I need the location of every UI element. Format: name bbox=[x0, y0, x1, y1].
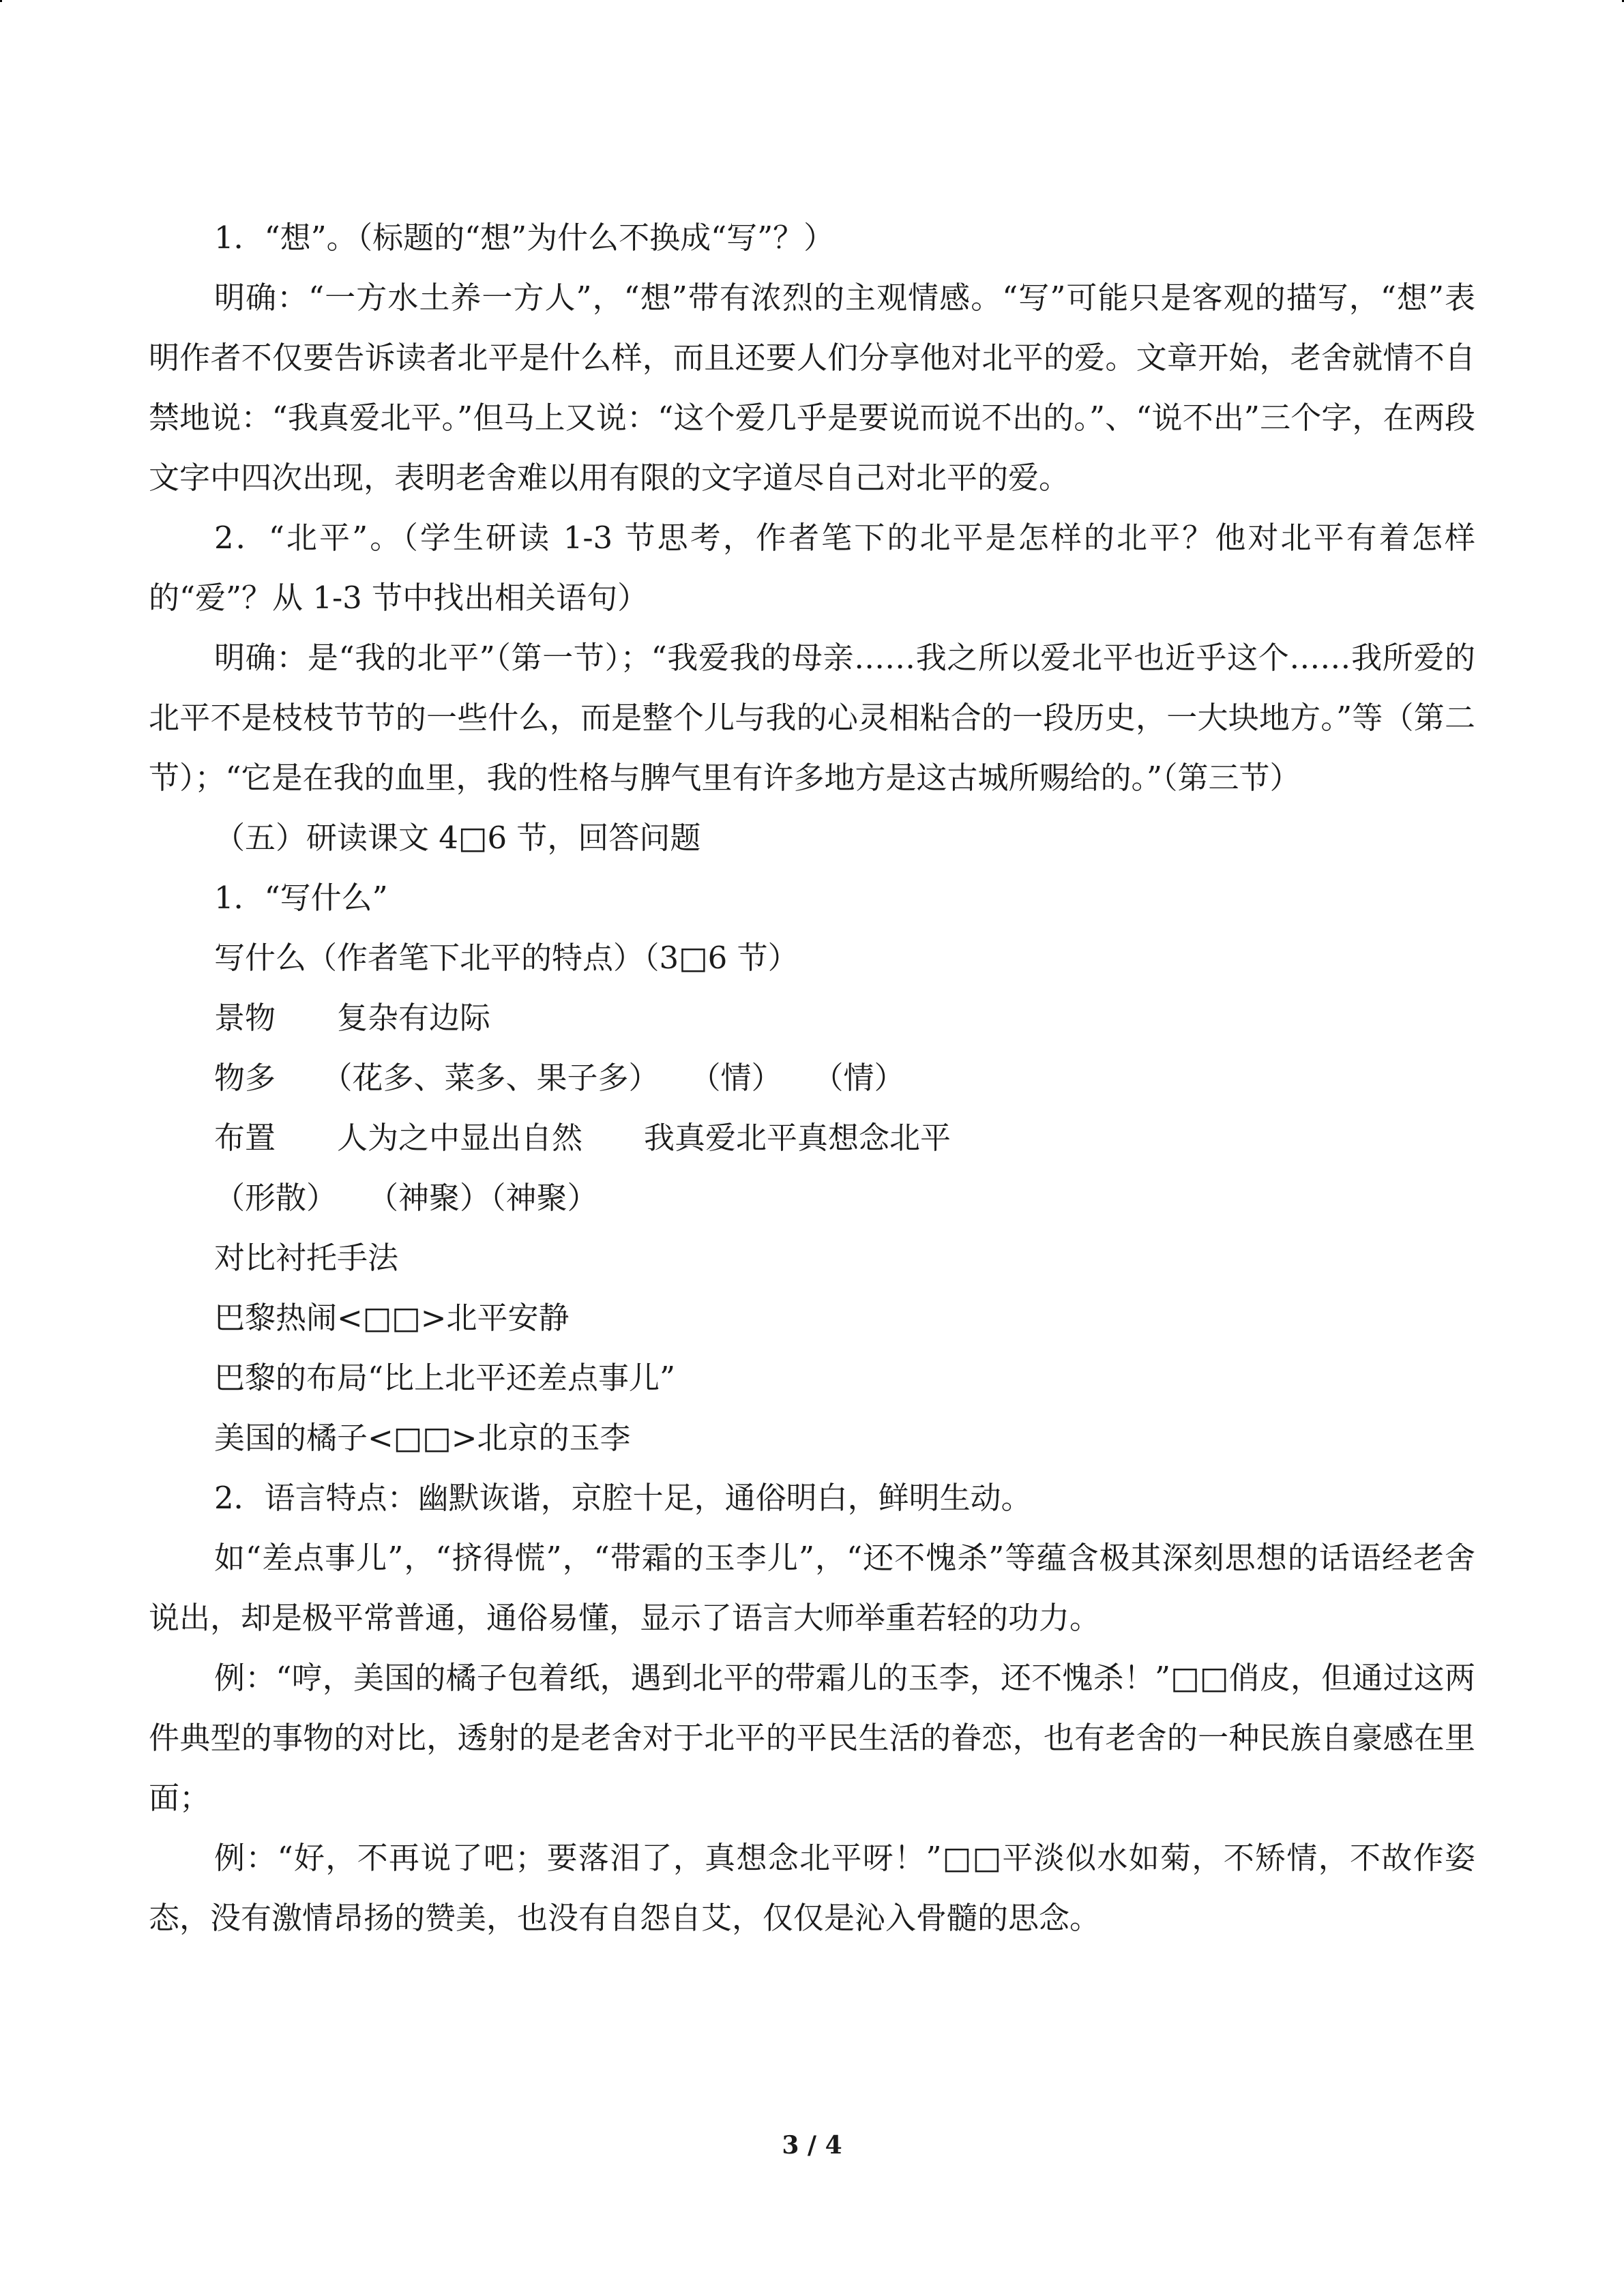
line-language-features: 2．语言特点：幽默诙谐，京腔十足，通俗明白，鲜明生动。 bbox=[214, 1480, 1032, 1516]
paragraph-xiang-heading: 1．“想”。（标题的“想”为什么不换成“写”？） bbox=[214, 220, 835, 256]
line-contrast-method: 对比衬托手法 bbox=[214, 1240, 399, 1276]
line-write-what: 1．“写什么” bbox=[214, 880, 388, 916]
paragraph-example-one: 例：“哼，美国的橘子包着纸，遇到北平的带霜儿的玉李，还不愧杀！”□□俏皮，但通过这两件典型的事物的对比，透射的是老舍对于北平的平民生活的眷恋，也有老舍的一种民族自豪感在里面； bbox=[149, 1660, 1475, 1816]
section-five-heading: （五）研读课文 4□6 节，回答问题 bbox=[214, 820, 701, 856]
line-american-orange: 美国的橘子<□□>北京的玉李 bbox=[214, 1420, 631, 1456]
line-paris-layout: 巴黎的布局“比上北平还差点事儿” bbox=[214, 1360, 676, 1396]
line-layout: 布置 人为之中显出自然 我真爱北平真想念北平 bbox=[214, 1120, 951, 1156]
paragraph-beiping-answer: 明确：是“我的北平”（第一节）；“我爱我的母亲……我之所以爱北平也近乎这个……我所爱的北平不是枝枝节节的一些什么，而是整个儿与我的心灵相粘合的一段历史，一大块地方。”等（第二节）；“它是在我的血里，我的性格与脾气里有许多地方是这古城所赐给的。”（第三节） bbox=[149, 640, 1475, 796]
line-form-spirit: （形散） （神聚）（神聚） bbox=[214, 1180, 598, 1216]
line-scenery: 景物 复杂有边际 bbox=[214, 1000, 491, 1036]
paragraph-xiang-answer: 明确：“一方水土养一方人”，“想”带有浓烈的主观情感。“写”可能只是客观的描写，“想”表明作者不仅要告诉读者北平是什么样，而且还要人们分享他对北平的爱。文章开始，老舍就情不自禁地说：“我真爱北平。”但马上又说：“这个爱几乎是要说而说不出的。”、“说不出”三个字，在两段文字中四次出现，表明老舍难以用有限的文字道尽自己对北平的爱。 bbox=[149, 280, 1475, 496]
page-corner-mark bbox=[0, 0, 2, 2]
line-paris-lively: 巴黎热闹<□□>北平安静 bbox=[214, 1300, 570, 1336]
line-write-what-detail: 写什么（作者笔下北平的特点）（3□6 节） bbox=[214, 940, 799, 976]
paragraph-example-two: 例：“好，不再说了吧；要落泪了，真想念北平呀！”□□平淡似水如菊，不矫情，不故作姿态，没有激情昂扬的赞美，也没有自怨自艾，仅仅是沁入骨髓的思念。 bbox=[149, 1840, 1475, 1936]
paragraph-beiping-heading: 2．“北平”。（学生研读 1-3 节思考，作者笔下的北平是怎样的北平？他对北平有着怎样的“爱”？从 1-3 节中找出相关语句） bbox=[149, 520, 1475, 616]
line-many-things: 物多 （花多、菜多、果子多） （情） （情） bbox=[214, 1060, 905, 1096]
page-number: 3 / 4 bbox=[782, 2131, 842, 2160]
paragraph-language-examples: 如“差点事儿”，“挤得慌”，“带霜的玉李儿”，“还不愧杀”等蕴含极其深刻思想的话语经老舍说出，却是极平常普通，通俗易懂，显示了语言大师举重若轻的功力。 bbox=[149, 1540, 1475, 1636]
document-body bbox=[149, 208, 1475, 1948]
